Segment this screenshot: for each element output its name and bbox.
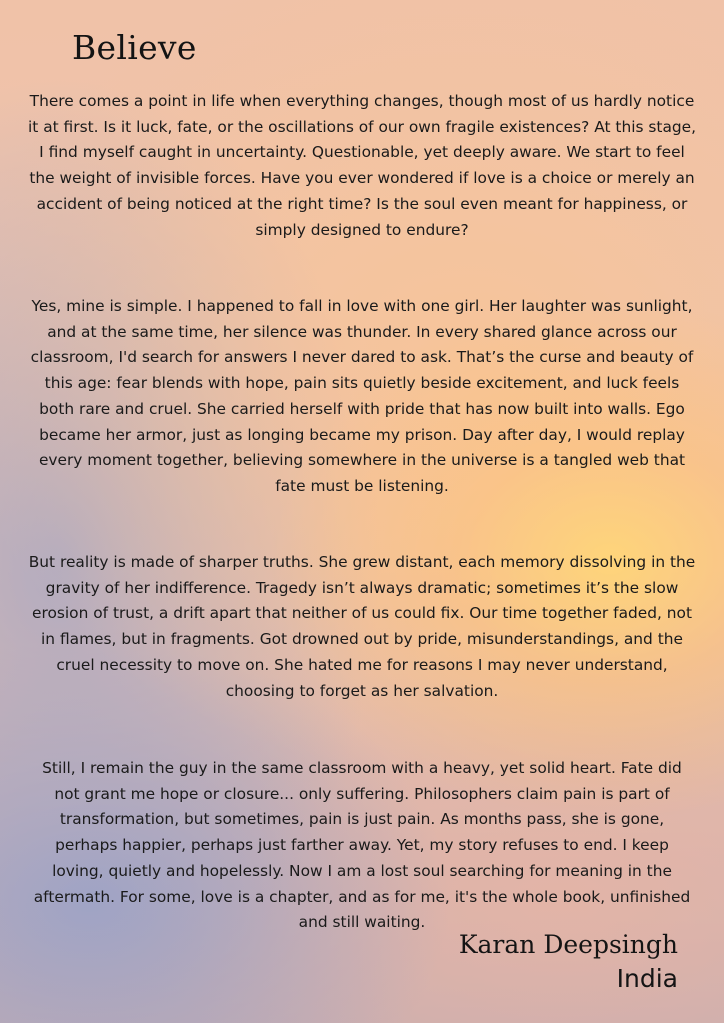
page-title: Believe — [72, 28, 197, 67]
paragraph-2: Yes, mine is simple. I happened to fall in love with one girl. Her laughter was sunlight, and at the same time, her silence was thunder. In every shared glance across our classroom, I'd search for answers I never dared to ask. That’s the curse and beauty of this age: fear blends with hope, pain sits quietly beside excitement, and luck feels both rare and cruel. She carried herself with pride that has now built into walls. Ego became her armor, just as longing became my prison. Day after day, I would replay every moment together, believing somewhere in the universe is a tangled web that fate must be listening. — [30, 297, 694, 495]
author-name: Karan Deepsingh — [458, 930, 678, 959]
author-country: India — [616, 964, 678, 993]
paragraph-1: There comes a point in life when everything changes, though most of us hardly notice it at first. Is it luck, fate, or the oscillations of our own fragile existences? At this stage, I find myself caught in uncertainty. Questionable, yet deeply aware. We start to feel the weight of invisible forces. Have you ever wondered if love is a choice or merely an accident of being noticed at the right time? Is the soul even meant for happiness, or simply designed to endure? — [28, 92, 697, 239]
paragraph-3: But reality is made of sharper truths. She grew distant, each memory dissolving in the gravity of her indifference. Tragedy isn’t always dramatic; sometimes it’s the slow erosion of trust, a drift apart that neither of us could fix. Our time together faded, not in flames, but in fragments. Got drowned out by pride, misunderstandings, and the cruel necessity to move on. She hated me for reasons I may never understand, choosing to forget as her salvation. — [28, 553, 696, 700]
paragraph-4: Still, I remain the guy in the same classroom with a heavy, yet solid heart. Fate did not grant me hope or closure... only suffering. Philosophers claim pain is part of transformation, but sometimes, pain is just pain. As months pass, she is gone, perhaps happier, perhaps just farther away. Yet, my story refuses to end. I keep loving, quietly and hopelessly. Now I am a lost soul searching for meaning in the aftermath. For some, love is a chapter, and as for me, it's the whole book, unfinished and still waiting. — [33, 759, 691, 932]
